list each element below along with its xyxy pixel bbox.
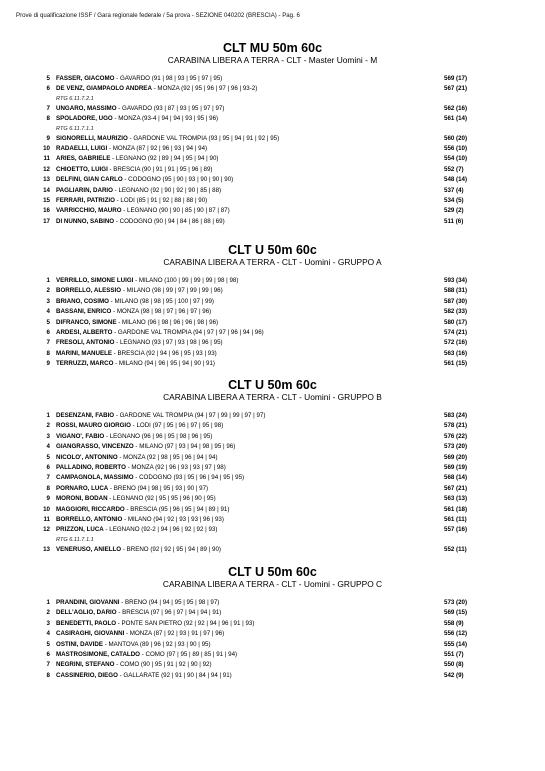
total-score: 569 (19) [444, 463, 468, 471]
result-row [0, 463, 545, 473]
club-and-series: - BRESCIA (92 | 94 | 96 | 95 | 93 | 93) [112, 349, 217, 357]
athlete-entry [56, 629, 224, 639]
athlete-entry [56, 154, 218, 164]
athlete-entry [56, 297, 214, 307]
rank: 7 [46, 339, 50, 347]
results-list [0, 276, 545, 370]
club-and-series: - GARDONE VAL TROMPIA (93 | 95 | 94 | 91 | 92 | 95) [127, 134, 280, 142]
section-subtitle: CARABINA LIBERA A TERRA - CLT - Uomini - GRUPPO C [162, 579, 383, 589]
athlete-name: ROSSI, MAURO GIORGIO [56, 422, 131, 430]
rank: 16 [43, 207, 50, 215]
rank: 8 [46, 115, 50, 123]
rank: 9 [46, 134, 50, 142]
result-row [0, 671, 545, 681]
athlete-entry [56, 144, 207, 154]
club-and-series: - COMO (97 | 95 | 89 | 85 | 91 | 94) [139, 650, 238, 658]
athlete-entry [56, 545, 221, 555]
result-row [0, 619, 545, 629]
result-row [0, 442, 545, 452]
athlete-entry [56, 328, 264, 338]
total-score: 567 (21) [444, 85, 468, 93]
athlete-name: FASSER, GIACOMO [56, 75, 115, 82]
total-score: 572 (16) [444, 339, 468, 347]
athlete-entry [56, 359, 215, 369]
rank: 8 [46, 349, 50, 357]
result-row [0, 473, 545, 483]
athlete-name: FRESOLI, ANTONIO [56, 339, 115, 347]
athlete-name: CASSINERIO, DIEGO [56, 671, 118, 679]
athlete-name: BORRELLO, ANTONIO [56, 515, 123, 523]
rule-note: RTG 6.11.7.1.1 [56, 536, 94, 543]
athlete-name: DESENZANI, FABIO [56, 412, 115, 419]
athlete-entry [56, 515, 224, 525]
athlete-name: BENEDETTI, PAOLO [56, 619, 117, 627]
total-score: 537 (4) [444, 186, 464, 194]
rank: 6 [46, 463, 50, 471]
athlete-entry [56, 318, 218, 328]
total-score: 561 (11) [444, 515, 467, 523]
rank: 7 [46, 104, 50, 112]
rank: 13 [43, 176, 50, 184]
result-row [0, 154, 545, 164]
total-score: 587 (30) [444, 297, 468, 305]
club-and-series: - COMO (90 | 95 | 91 | 92 | 90 | 92) [114, 661, 212, 669]
page-header: Prove di qualificazione ISSF / Gara regionale federale / 5a prova - SEZIONE 040202 (BRESCIA) - Pag. 6 [16, 12, 300, 19]
results-section [0, 565, 545, 681]
club-and-series: - LODI (97 | 95 | 96 | 97 | 95 | 98) [130, 422, 224, 430]
rank: 3 [46, 297, 50, 305]
athlete-entry [56, 411, 265, 421]
club-and-series: - LEGNANO (92-2 | 94 | 96 | 92 | 92 | 93) [103, 526, 218, 534]
result-row [0, 660, 545, 670]
club-and-series: - LEGNANO (90 | 90 | 85 | 90 | 87 | 87) [121, 207, 230, 215]
total-score: 583 (24) [444, 412, 468, 419]
rank: 9 [46, 495, 50, 503]
athlete-name: MORONI, BODAN [56, 495, 108, 503]
athlete-entry [56, 104, 224, 114]
result-row [0, 515, 545, 525]
club-and-series: - MILANO (94 | 92 | 93 | 93 | 96 | 93) [122, 515, 224, 523]
rank: 11 [43, 515, 50, 523]
rank: 3 [46, 619, 50, 627]
rank: 7 [46, 474, 50, 482]
result-row [0, 134, 545, 144]
rank: 9 [46, 360, 50, 368]
athlete-name: GIANGRASSO, VINCENZO [56, 443, 134, 451]
rank: 8 [46, 671, 50, 679]
rank: 4 [46, 443, 50, 451]
rank: 3 [46, 432, 50, 440]
athlete-entry [56, 650, 237, 660]
result-row [0, 484, 545, 494]
athlete-name: CAMPAGNOLA, MASSIMO [56, 474, 134, 482]
total-score: 555 (14) [444, 640, 468, 648]
club-and-series: - MILANO (96 | 98 | 96 | 96 | 98 | 96) [116, 318, 219, 326]
athlete-entry [56, 134, 279, 144]
athlete-name: FERRARI, PATRIZIO [56, 196, 115, 204]
club-and-series: - MONZA (92 | 98 | 95 | 96 | 94 | 94) [117, 453, 218, 461]
club-and-series: - PONTE SAN PIETRO (92 | 92 | 94 | 96 | 91 | 93) [116, 619, 255, 627]
athlete-entry [56, 338, 223, 348]
athlete-name: MAGGIORI, RICCARDO [56, 505, 125, 513]
athlete-name: TERRUZZI, MARCO [56, 360, 114, 368]
club-and-series: - LEGNANO (93 | 97 | 93 | 98 | 96 | 95) [114, 339, 223, 347]
result-row [0, 494, 545, 504]
total-score: 578 (21) [444, 422, 468, 430]
total-score: 511 (6) [444, 217, 464, 225]
total-score: 573 (20) [444, 599, 468, 606]
athlete-name: MASTROSIMONE, CATALDO [56, 650, 140, 658]
rank: 4 [46, 630, 50, 638]
rule-note: RTG 6.11.7.2.1 [56, 95, 94, 102]
athlete-entry [56, 608, 221, 618]
athlete-entry [56, 660, 212, 670]
club-and-series: - CODOGNO (95 | 90 | 93 | 90 | 90 | 90) [122, 176, 234, 184]
result-row [0, 545, 545, 555]
result-row [0, 114, 545, 124]
athlete-name: VIGANO', FABIO [56, 432, 105, 440]
rank: 13 [43, 545, 50, 553]
club-and-series: - LODI (85 | 91 | 92 | 88 | 88 | 90) [114, 196, 208, 204]
club-and-series: - MILANO (98 | 98 | 95 | 100 | 97 | 99) [108, 297, 214, 305]
result-row [0, 453, 545, 463]
rank: 6 [46, 85, 50, 93]
athlete-name: SIGNORELLI, MAURIZIO [56, 134, 128, 142]
athlete-name: NEGRINI, STEFANO [56, 661, 115, 669]
rank: 10 [43, 144, 50, 152]
club-and-series: - BRENO (92 | 92 | 95 | 94 | 89 | 90) [121, 545, 221, 553]
result-row [0, 196, 545, 206]
athlete-name: DI NUNNO, SABINO [56, 217, 115, 225]
athlete-entry [56, 175, 233, 185]
total-score: 588 (31) [444, 287, 468, 295]
rank: 7 [46, 661, 50, 669]
rank: 6 [46, 650, 50, 658]
club-and-series: - GALLARATE (92 | 91 | 90 | 84 | 94 | 91) [117, 671, 232, 679]
athlete-name: PORNARO, LUCA [56, 484, 109, 492]
club-and-series: - BRESCIA (95 | 96 | 95 | 94 | 89 | 91) [124, 505, 230, 513]
club-and-series: - BRESCIA (97 | 96 | 97 | 94 | 94 | 91) [116, 609, 222, 617]
result-row [0, 286, 545, 296]
section-subtitle: CARABINA LIBERA A TERRA - CLT - Master Uomini - M [167, 55, 378, 65]
club-and-series: - MILANO (97 | 93 | 94 | 98 | 95 | 96) [133, 443, 236, 451]
athlete-name: BASSANI, ENRICO [56, 308, 112, 316]
result-row [0, 598, 545, 608]
athlete-entry [56, 206, 230, 216]
athlete-entry [56, 165, 212, 175]
results-section [0, 243, 545, 370]
total-score: 563 (13) [444, 495, 468, 503]
club-and-series: - GARDONE VAL TROMPIA (94 | 97 | 97 | 96 | 94 | 96) [112, 328, 264, 336]
athlete-entry [56, 640, 211, 650]
athlete-name: ARIES, GABRIELE [56, 155, 111, 163]
results-section [0, 378, 545, 555]
club-and-series: - LEGNANO (92 | 90 | 92 | 90 | 85 | 88) [112, 186, 222, 194]
athlete-name: BORRELLO, ALESSIO [56, 287, 122, 295]
result-row [0, 297, 545, 307]
result-row [0, 175, 545, 185]
result-row [0, 421, 545, 431]
athlete-entry [56, 286, 223, 296]
athlete-entry [56, 525, 217, 535]
total-score: 554 (10) [444, 155, 468, 163]
result-row [0, 276, 545, 286]
rank: 8 [46, 484, 50, 492]
section-title: CLT U 50m 60c [228, 565, 317, 579]
athlete-name: VERRILLO, SIMONE LUIGI [56, 277, 134, 284]
athlete-entry [56, 421, 223, 431]
rank: 17 [43, 217, 50, 225]
total-score: 529 (2) [444, 207, 464, 215]
athlete-name: NICOLO', ANTONINO [56, 453, 118, 461]
athlete-entry [56, 196, 207, 206]
rank: 5 [46, 318, 50, 326]
athlete-name: UNGARO, MASSIMO [56, 104, 117, 112]
athlete-name: VARRICCHIO, MAURO [56, 207, 122, 215]
rank: 12 [43, 165, 50, 173]
total-score: 568 (14) [444, 474, 468, 482]
total-score: 576 (22) [444, 432, 468, 440]
club-and-series: - BRENO (94 | 94 | 95 | 95 | 98 | 97) [119, 599, 220, 606]
rank: 15 [43, 196, 50, 204]
section-subtitle: CARABINA LIBERA A TERRA - CLT - Uomini - GRUPPO B [163, 392, 382, 402]
result-row [0, 217, 545, 227]
rank: 5 [46, 640, 50, 648]
section-subtitle: CARABINA LIBERA A TERRA - CLT - Uomini - GRUPPO A [163, 257, 382, 267]
athlete-entry [56, 494, 216, 504]
total-score: 574 (21) [444, 328, 468, 336]
club-and-series: - GAVARDO (93 | 87 | 93 | 95 | 97 | 97) [116, 104, 225, 112]
total-score: 551 (7) [444, 650, 464, 658]
club-and-series: - LEGNANO (92 | 89 | 94 | 95 | 94 | 90) [110, 155, 219, 163]
rank: 1 [46, 599, 50, 606]
athlete-name: SPOLADORE, UGO [56, 115, 113, 123]
rank: 2 [46, 422, 50, 430]
club-and-series: - BRESCIA (90 | 91 | 91 | 95 | 96 | 89) [107, 165, 213, 173]
rank: 1 [46, 277, 50, 284]
total-score: 593 (34) [444, 277, 468, 284]
result-row [0, 525, 545, 535]
result-row [0, 608, 545, 618]
section-title: CLT U 50m 60c [228, 243, 317, 257]
athlete-entry [56, 349, 217, 359]
athlete-name: OSTINI, DAVIDE [56, 640, 103, 648]
total-score: 548 (14) [444, 176, 468, 184]
athlete-name: DE VENZ, GIAMPAOLO ANDREA [56, 85, 152, 93]
result-row [0, 104, 545, 114]
athlete-entry [56, 217, 225, 227]
rank: 10 [43, 505, 50, 513]
club-and-series: - BRENO (94 | 98 | 95 | 93 | 90 | 97) [108, 484, 209, 492]
club-and-series: - MANTOVA (89 | 96 | 92 | 93 | 90 | 95) [102, 640, 211, 648]
total-score: 562 (16) [444, 104, 468, 112]
total-score: 561 (15) [444, 360, 468, 368]
athlete-name: PAGLIARIN, DARIO [56, 186, 113, 194]
athlete-entry [56, 473, 244, 483]
club-and-series: - MONZA (87 | 92 | 93 | 91 | 97 | 96) [124, 630, 225, 638]
athlete-entry [56, 463, 226, 473]
athlete-name: DIFRANCO, SIMONE [56, 318, 117, 326]
athlete-entry [56, 432, 212, 442]
club-and-series: - MONZA (93-4 | 94 | 94 | 93 | 95 | 96) [112, 115, 219, 123]
rank: 2 [46, 287, 50, 295]
athlete-entry [56, 276, 238, 286]
result-row [0, 206, 545, 216]
athlete-entry [56, 74, 222, 84]
result-row [0, 74, 545, 84]
total-score: 567 (21) [444, 484, 468, 492]
total-score: 552 (11) [444, 545, 467, 553]
result-row [0, 349, 545, 359]
athlete-entry [56, 619, 254, 629]
result-row [0, 165, 545, 175]
total-score: 573 (20) [444, 443, 468, 451]
athlete-entry [56, 484, 208, 494]
athlete-entry [56, 307, 211, 317]
rank: 5 [46, 75, 50, 82]
total-score: 552 (7) [444, 165, 464, 173]
total-score: 561 (14) [444, 115, 468, 123]
club-and-series: - CODOGNO (90 | 94 | 84 | 86 | 88 | 69) [114, 217, 225, 225]
club-and-series: - GAVARDO (91 | 98 | 93 | 95 | 97 | 95) [114, 75, 223, 82]
rank: 12 [43, 526, 50, 534]
total-score: 558 (9) [444, 619, 464, 627]
athlete-entry [56, 453, 218, 463]
athlete-name: MARINI, MANUELE [56, 349, 113, 357]
rule-note: RTG 6.11.7.1.1 [56, 125, 94, 132]
club-and-series: - MILANO (94 | 96 | 95 | 94 | 90 | 91) [113, 360, 215, 368]
athlete-name: PRIZZON, LUCA [56, 526, 104, 534]
rank: 1 [46, 412, 50, 419]
athlete-name: PRANDINI, GIOVANNI [56, 599, 120, 606]
result-row [0, 432, 545, 442]
rank: 14 [43, 186, 50, 194]
result-row [0, 650, 545, 660]
total-score: 550 (8) [444, 661, 464, 669]
result-row [0, 144, 545, 154]
athlete-entry [56, 186, 221, 196]
result-row [0, 359, 545, 369]
athlete-name: CHIOETTO, LUIGI [56, 165, 108, 173]
result-row [0, 505, 545, 515]
athlete-name: VENERUSO, ANIELLO [56, 545, 122, 553]
total-score: 561 (18) [444, 505, 468, 513]
club-and-series: - MONZA (98 | 98 | 97 | 96 | 97 | 96) [111, 308, 212, 316]
total-score: 569 (20) [444, 453, 468, 461]
athlete-name: ARDESI, ALBERTO [56, 328, 113, 336]
athlete-name: RADAELLI, LUIGI [56, 144, 108, 152]
result-row [0, 338, 545, 348]
results-section [0, 41, 545, 227]
result-row [0, 186, 545, 196]
athlete-entry [56, 671, 232, 681]
result-row [0, 307, 545, 317]
result-row [0, 411, 545, 421]
total-score: 582 (33) [444, 308, 468, 316]
club-and-series: - LEGNANO (96 | 96 | 95 | 98 | 96 | 95) [104, 432, 213, 440]
rank: 6 [46, 328, 50, 336]
club-and-series: - GARDONE VAL TROMPIA (94 | 97 | 99 | 99 | 97 | 97) [114, 412, 266, 419]
results-list [0, 598, 545, 681]
result-row [0, 318, 545, 328]
total-score: 556 (10) [444, 144, 468, 152]
club-and-series: - MONZA (92 | 96 | 93 | 93 | 97 | 98) [125, 463, 226, 471]
athlete-name: CASIRAGHI, GIOVANNI [56, 630, 125, 638]
rank: 11 [43, 155, 50, 163]
results-list [0, 74, 545, 227]
athlete-entry [56, 505, 229, 515]
club-and-series: - MONZA (87 | 92 | 96 | 93 | 94 | 94) [107, 144, 208, 152]
total-score: 556 (12) [444, 630, 468, 638]
section-title: CLT MU 50m 60c [222, 41, 323, 55]
total-score: 569 (15) [444, 609, 468, 617]
total-score: 569 (17) [444, 75, 468, 82]
rank: 2 [46, 609, 50, 617]
result-row [0, 640, 545, 650]
athlete-name: PALLADINO, ROBERTO [56, 463, 126, 471]
club-and-series: - MONZA (92 | 95 | 96 | 97 | 96 | 93-2) [151, 85, 258, 93]
athlete-entry [56, 84, 257, 94]
total-score: 560 (20) [444, 134, 468, 142]
total-score: 534 (5) [444, 196, 464, 204]
athlete-entry [56, 114, 218, 124]
rank: 5 [46, 453, 50, 461]
result-row [0, 84, 545, 94]
result-row [0, 629, 545, 639]
club-and-series: - CODOGNO (93 | 95 | 96 | 94 | 95 | 95) [133, 474, 245, 482]
total-score: 563 (16) [444, 349, 468, 357]
club-and-series: - MILANO (100 | 99 | 99 | 99 | 98 | 98) [133, 277, 239, 284]
athlete-name: DELFINI, GIAN CARLO [56, 176, 123, 184]
rank: 4 [46, 308, 50, 316]
athlete-name: DELL'AGLIO, DARIO [56, 609, 117, 617]
result-row [0, 328, 545, 338]
club-and-series: - LEGNANO (92 | 95 | 95 | 96 | 90 | 95) [107, 495, 216, 503]
total-score: 557 (16) [444, 526, 468, 534]
club-and-series: - MILANO (98 | 99 | 97 | 99 | 99 | 96) [121, 287, 223, 295]
athlete-entry [56, 598, 219, 608]
total-score: 542 (9) [444, 671, 464, 679]
athlete-name: BRIANO, COSIMO [56, 297, 109, 305]
total-score: 580 (17) [444, 318, 468, 326]
athlete-entry [56, 442, 235, 452]
section-title: CLT U 50m 60c [228, 378, 317, 392]
results-list [0, 411, 545, 555]
